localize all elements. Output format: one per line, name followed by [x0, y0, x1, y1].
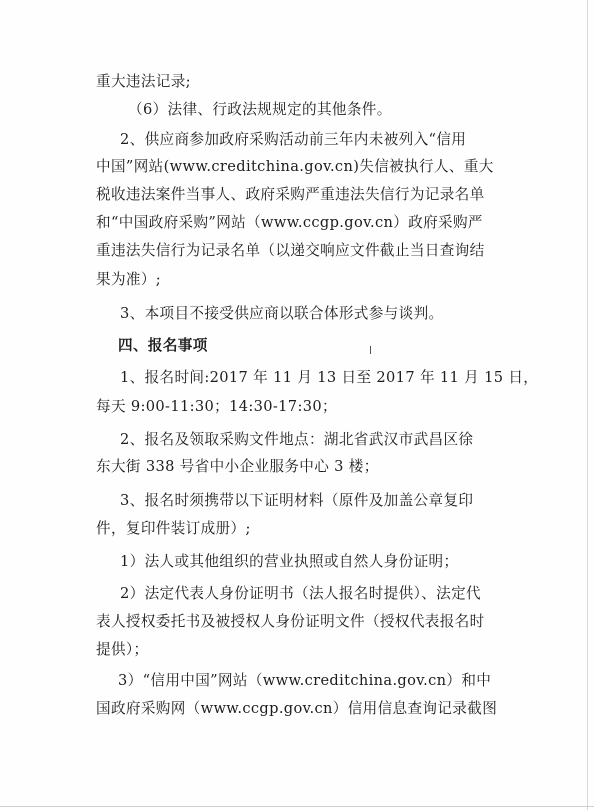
text-line: 国政府采购网（www.ccgp.gov.cn）信用信息查询记录截图	[96, 700, 498, 717]
text-line: 件，复印件装订成册）;	[96, 520, 251, 537]
text-line: 税收违法案件当事人、政府采购严重违法失信行为记录名单	[96, 186, 485, 203]
text-line: 和“中国政府采购”网站（www.ccgp.gov.cn）政府采购严	[96, 214, 483, 231]
text-line: 提供）；	[96, 641, 149, 658]
section-heading: 四、报名事项	[118, 337, 208, 354]
text-line: 表人授权委托书及被授权人身份证明文件（授权代表报名时	[96, 613, 485, 630]
text-line: 重大违法记录;	[96, 73, 191, 90]
text-line: 1）法人或其他组织的营业执照或自然人身份证明；	[120, 553, 459, 570]
text-line: 2、报名及领取采购文件地点：湖北省武汉市武昌区徐	[120, 431, 474, 448]
scan-edge-bottom	[0, 806, 594, 807]
scan-artifact-mark	[370, 346, 371, 354]
text-line: 重违法失信行为记录名单（以递交响应文件截止当日查询结	[96, 242, 485, 259]
text-line: 1、报名时间:2017 年 11 月 13 日至 2017 年 11 月 15 日，	[120, 369, 539, 386]
text-line: 中国”网站(www.creditchina.gov.cn)失信被执行人、重大	[96, 158, 494, 175]
text-line: 3）“信用中国”网站（www.creditchina.gov.cn）和中	[118, 672, 492, 689]
text-line: 2、供应商参加政府采购活动前三年内未被列入“信用	[120, 131, 467, 148]
text-line: 3、本项目不接受供应商以联合体形式参与谈判。	[120, 305, 444, 322]
text-line: 2）法定代表人身份证明书（法人报名时提供）、法定代	[120, 585, 481, 602]
text-line: 东大街 338 号省中小企业服务中心 3 楼；	[96, 458, 379, 475]
text-line: 果为准）;	[96, 271, 162, 288]
text-line: 每天 9:00-11:30；14:30-17:30；	[96, 398, 337, 415]
text-line: 3、报名时须携带以下证明材料（原件及加盖公章复印	[120, 492, 474, 509]
scan-edge-right	[587, 0, 588, 810]
text-line: （6）法律、行政法规规定的其他条件。	[128, 101, 392, 118]
